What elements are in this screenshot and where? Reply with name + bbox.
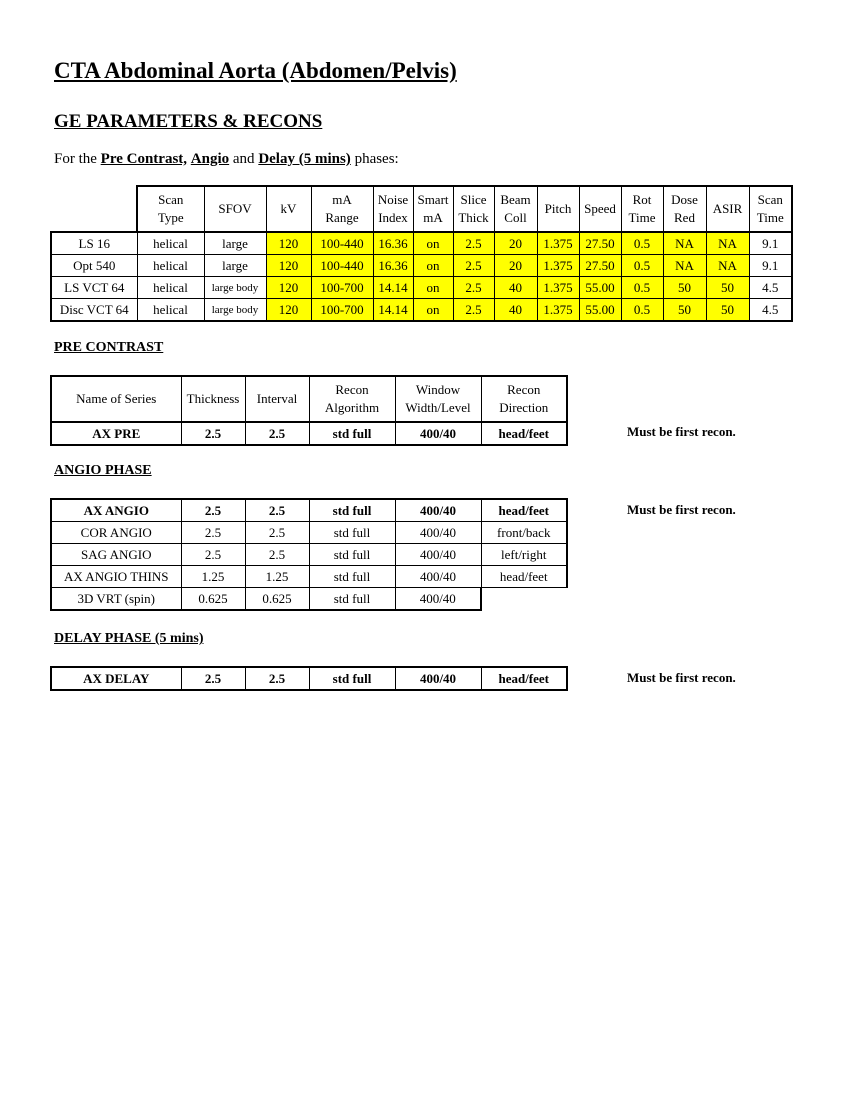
table-cell: std full	[309, 588, 395, 611]
intro-suffix: phases:	[350, 151, 399, 167]
table-cell: std full	[309, 544, 395, 566]
table-cell: 2.5	[245, 499, 309, 522]
header-label: Index	[378, 210, 408, 225]
angio-phase-table	[50, 498, 568, 611]
column-header	[621, 186, 663, 232]
table-cell: 14.14	[373, 277, 413, 299]
column-header	[311, 186, 373, 232]
column-header	[537, 186, 579, 232]
row-label: Opt 540	[51, 255, 137, 277]
series-name: SAG ANGIO	[51, 544, 181, 566]
table-cell: on	[413, 255, 453, 277]
table-cell: 0.5	[621, 255, 663, 277]
angio-phase-heading: ANGIO PHASE	[54, 463, 152, 478]
table-cell: 50	[663, 299, 706, 322]
header-label: Recon	[507, 382, 541, 397]
intro-text	[54, 151, 399, 168]
header-label: Time	[756, 210, 784, 225]
page-title: CTA Abdominal Aorta (Abdomen/Pelvis)	[54, 58, 457, 83]
table-cell: 400/40	[395, 588, 481, 611]
table-cell: 1.375	[537, 232, 579, 255]
delay-phase-heading: DELAY PHASE (5 mins)	[54, 631, 204, 646]
header-label: Pitch	[544, 201, 572, 216]
column-header	[51, 376, 181, 422]
header-label: Width/Level	[405, 400, 471, 415]
table-cell: 1.375	[537, 299, 579, 322]
table-cell: 2.5	[453, 232, 494, 255]
table-cell: on	[413, 277, 453, 299]
column-header	[181, 376, 245, 422]
header-label: Type	[157, 210, 184, 225]
table-cell: std full	[309, 522, 395, 544]
table-cell: 400/40	[395, 566, 481, 588]
table-cell: 20	[494, 232, 537, 255]
scan-parameters-table	[50, 185, 793, 322]
table-cell: 120	[266, 277, 311, 299]
table-cell: std full	[309, 566, 395, 588]
table-cell: NA	[706, 232, 749, 255]
intro-prefix: For the	[54, 151, 101, 167]
header-label: Thick	[458, 210, 489, 225]
column-header	[373, 186, 413, 232]
table-row	[51, 499, 567, 522]
header-label: Scan	[158, 192, 184, 207]
header-label: Dose	[671, 192, 698, 207]
table-cell: 50	[706, 277, 749, 299]
header-label: Slice	[460, 192, 487, 207]
table-cell: helical	[137, 277, 204, 299]
table-cell: 400/40	[395, 499, 481, 522]
table-cell: 2.5	[181, 499, 245, 522]
table-row	[51, 566, 567, 588]
column-header	[663, 186, 706, 232]
column-header	[266, 186, 311, 232]
header-label: Rot	[632, 192, 652, 207]
angio-phase-note: Must be first recon.	[627, 502, 736, 517]
table-cell: 55.00	[579, 299, 621, 322]
table-cell: NA	[663, 255, 706, 277]
delay-phase-table	[50, 666, 568, 691]
header-label: Interval	[256, 391, 298, 406]
intro-pre-contrast: Pre Contrast,	[100, 151, 188, 167]
table-cell: 2.5	[181, 522, 245, 544]
intro-delay: Delay (5 mins)	[258, 151, 351, 167]
table-cell: head/feet	[481, 422, 567, 445]
table-header-row	[51, 186, 792, 232]
table-cell: 4.5	[749, 299, 792, 322]
column-header	[706, 186, 749, 232]
table-cell: 2.5	[245, 544, 309, 566]
header-label: Speed	[584, 201, 616, 216]
pre-contrast-note: Must be first recon.	[627, 424, 736, 439]
table-cell: left/right	[481, 544, 567, 566]
header-label: Beam	[500, 192, 531, 207]
header-label: Name of Series	[76, 391, 157, 406]
column-header	[579, 186, 621, 232]
header-label: Algorithm	[324, 400, 380, 415]
header-label: Smart	[417, 192, 449, 207]
series-name: COR ANGIO	[51, 522, 181, 544]
table-cell: std full	[309, 422, 395, 445]
table-cell: 40	[494, 277, 537, 299]
table-cell: helical	[137, 255, 204, 277]
row-label: LS VCT 64	[51, 277, 137, 299]
table-cell: 2.5	[181, 544, 245, 566]
table-cell: 2.5	[181, 422, 245, 445]
table-cell: 1.25	[245, 566, 309, 588]
header-label: ASIR	[712, 201, 743, 216]
column-header	[749, 186, 792, 232]
section-heading: GE PARAMETERS & RECONS	[54, 111, 323, 132]
table-row	[51, 277, 792, 299]
table-cell: on	[413, 299, 453, 322]
intro-and: and	[229, 151, 259, 167]
table-cell: 55.00	[579, 277, 621, 299]
table-cell: 120	[266, 255, 311, 277]
table-cell: on	[413, 232, 453, 255]
series-name: AX ANGIO THINS	[51, 566, 181, 588]
pre-contrast-table	[50, 375, 568, 446]
header-label: Red	[674, 210, 695, 225]
row-label: Disc VCT 64	[51, 299, 137, 322]
header-label: Thickness	[186, 391, 240, 406]
table-cell: 0.625	[181, 588, 245, 611]
table-cell: head/feet	[481, 499, 567, 522]
table-cell: 400/40	[395, 422, 481, 445]
intro-angio: Angio	[190, 151, 230, 167]
table-row	[51, 588, 567, 611]
table-row	[51, 255, 792, 277]
header-label: Noise	[377, 192, 409, 207]
table-cell: 0.5	[621, 299, 663, 322]
table-cell: 2.5	[181, 667, 245, 690]
delay-phase-note: Must be first recon.	[627, 670, 736, 685]
column-header	[494, 186, 537, 232]
table-cell: 100-700	[311, 299, 373, 322]
header-label: kV	[280, 201, 297, 216]
table-cell: 20	[494, 255, 537, 277]
table-cell: helical	[137, 299, 204, 322]
header-spacer	[51, 186, 137, 232]
series-name: AX DELAY	[51, 667, 181, 690]
column-header	[413, 186, 453, 232]
table-cell: 2.5	[453, 277, 494, 299]
table-cell: 9.1	[749, 232, 792, 255]
header-label: SFOV	[218, 201, 252, 216]
series-name: AX PRE	[51, 422, 181, 445]
table-cell: 27.50	[579, 232, 621, 255]
header-label: Scan	[757, 192, 783, 207]
table-cell: 100-440	[311, 232, 373, 255]
table-cell: large body	[204, 277, 266, 299]
table-cell: 0.5	[621, 232, 663, 255]
table-cell: 2.5	[245, 422, 309, 445]
table-cell: 40	[494, 299, 537, 322]
header-label: mA	[423, 210, 443, 225]
table-cell: 2.5	[245, 522, 309, 544]
table-cell: 1.375	[537, 277, 579, 299]
table-cell: 400/40	[395, 667, 481, 690]
table-cell: 27.50	[579, 255, 621, 277]
table-cell: 0.625	[245, 588, 309, 611]
table-cell: 120	[266, 232, 311, 255]
table-row	[51, 299, 792, 322]
table-cell: std full	[309, 667, 395, 690]
table-cell: front/back	[481, 522, 567, 544]
table-row	[51, 667, 567, 690]
series-name: AX ANGIO	[51, 499, 181, 522]
table-row	[51, 422, 567, 445]
table-cell: large body	[204, 299, 266, 322]
table-cell: helical	[137, 232, 204, 255]
header-label: Coll	[504, 210, 527, 225]
header-label: Recon	[335, 382, 369, 397]
table-cell: 2.5	[453, 255, 494, 277]
table-cell: head/feet	[481, 566, 567, 588]
table-cell	[481, 588, 567, 611]
table-cell: 16.36	[373, 232, 413, 255]
header-label: mA	[332, 192, 352, 207]
header-label: Time	[628, 210, 656, 225]
header-label: Window	[415, 382, 461, 397]
table-cell: 16.36	[373, 255, 413, 277]
table-header-row	[51, 376, 567, 422]
table-cell: large	[204, 232, 266, 255]
column-header	[453, 186, 494, 232]
pre-contrast-heading: PRE CONTRAST	[54, 340, 164, 355]
column-header	[395, 376, 481, 422]
table-cell: 100-440	[311, 255, 373, 277]
series-name: 3D VRT (spin)	[51, 588, 181, 611]
column-header	[204, 186, 266, 232]
table-cell: 400/40	[395, 522, 481, 544]
row-label: LS 16	[51, 232, 137, 255]
table-row	[51, 544, 567, 566]
table-cell: 2.5	[453, 299, 494, 322]
column-header	[245, 376, 309, 422]
table-cell: 2.5	[245, 667, 309, 690]
table-row	[51, 522, 567, 544]
column-header	[481, 376, 567, 422]
table-cell: head/feet	[481, 667, 567, 690]
table-cell: NA	[663, 232, 706, 255]
table-cell: 50	[706, 299, 749, 322]
table-cell: 100-700	[311, 277, 373, 299]
table-cell: 120	[266, 299, 311, 322]
table-cell: 0.5	[621, 277, 663, 299]
header-label: Range	[325, 210, 359, 225]
table-cell: std full	[309, 499, 395, 522]
header-label: Direction	[499, 400, 549, 415]
table-cell: 1.375	[537, 255, 579, 277]
table-cell: NA	[706, 255, 749, 277]
column-header	[137, 186, 204, 232]
table-cell: 14.14	[373, 299, 413, 322]
table-row	[51, 232, 792, 255]
table-cell: 9.1	[749, 255, 792, 277]
table-cell: 1.25	[181, 566, 245, 588]
table-cell: large	[204, 255, 266, 277]
table-cell: 400/40	[395, 544, 481, 566]
table-cell: 4.5	[749, 277, 792, 299]
column-header	[309, 376, 395, 422]
table-cell: 50	[663, 277, 706, 299]
